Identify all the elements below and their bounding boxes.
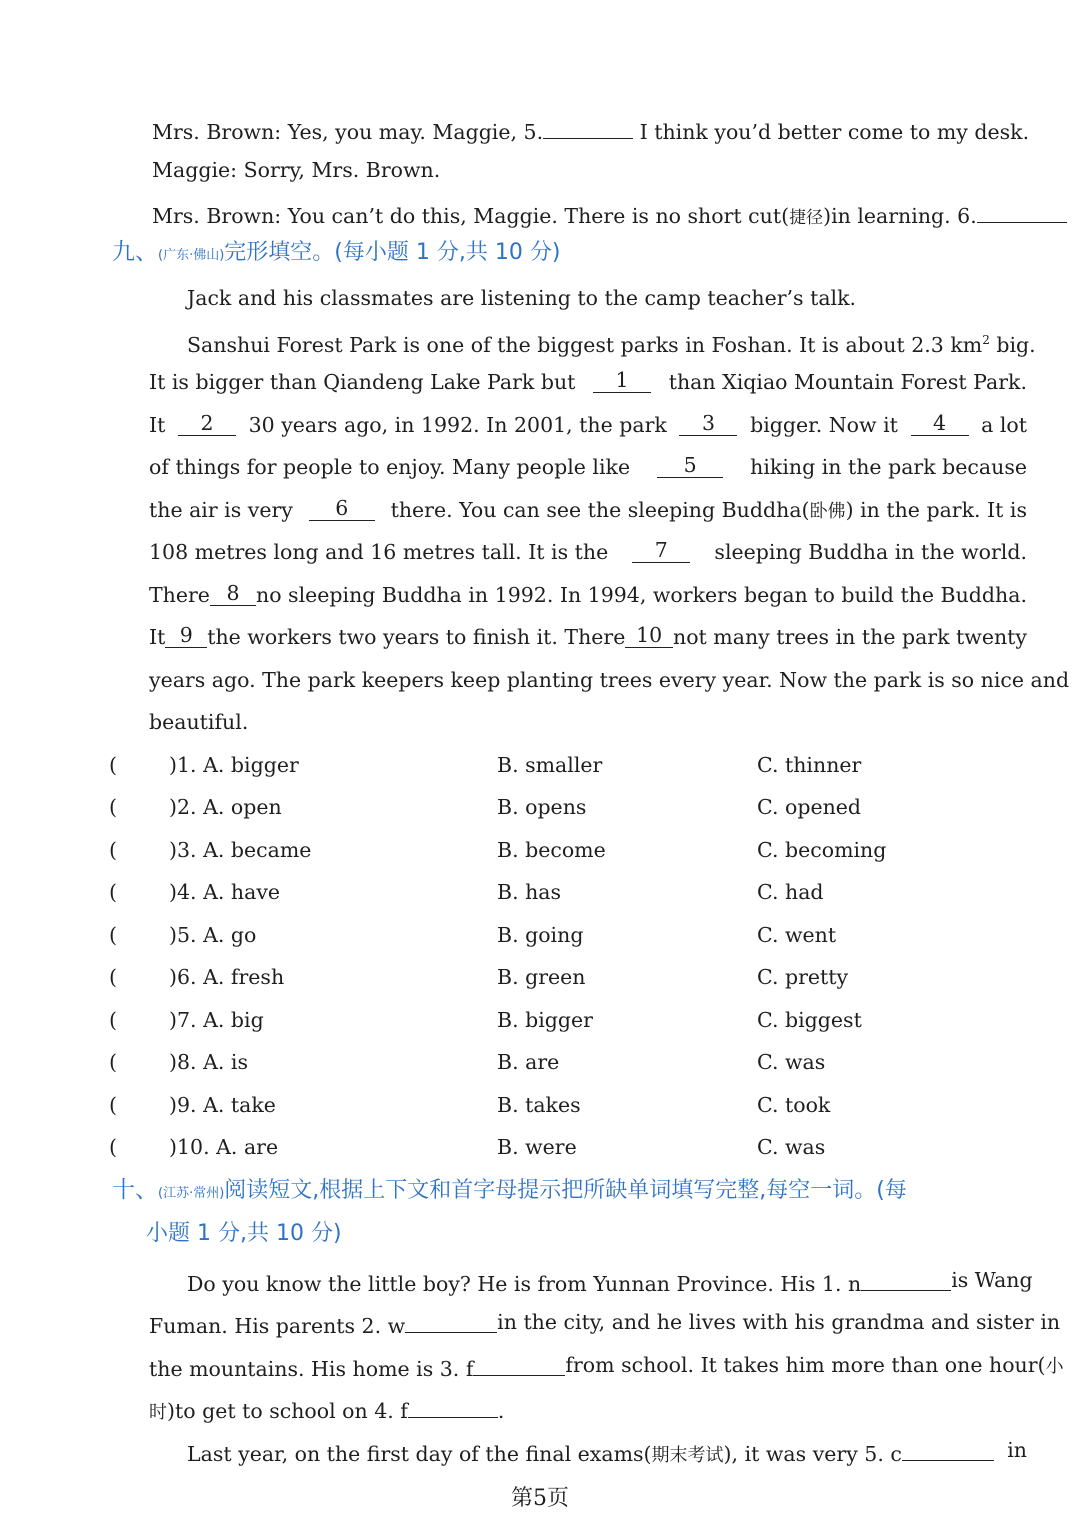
blank-6[interactable]: 6	[309, 496, 375, 521]
reading-text: ), it was very 5. c	[723, 1442, 902, 1466]
passage-text	[187, 326, 1036, 359]
option-b[interactable]: B. bigger	[497, 1008, 593, 1032]
dialogue-text: Mrs. Brown: Yes, you may. Maggie, 5.	[152, 120, 544, 144]
option-c[interactable]: C. becoming	[757, 838, 887, 862]
reading-line-3	[149, 1351, 1064, 1383]
passage-text: big.	[989, 332, 1036, 357]
option-c[interactable]: C. took	[757, 1093, 831, 1117]
passage-text: Sanshui Forest Park is one of the biggest parks in Foshan. It is about 2.3 km	[187, 332, 983, 357]
blank-n[interactable]	[861, 1266, 951, 1291]
blank-f2[interactable]	[408, 1393, 498, 1418]
superscript: 2	[982, 333, 990, 347]
reading-text: Fuman. His parents 2. w	[149, 1314, 406, 1338]
reading-text: the mountains. His home is 3. f	[149, 1357, 474, 1381]
reading-line-2	[149, 1308, 1061, 1340]
answer-bracket[interactable]: (	[109, 880, 117, 904]
section-10-heading	[112, 1176, 907, 1208]
section-title: 阅读短文,根据上下文和首字母提示把所缺单词填写完整,每空一词。(每	[224, 1178, 907, 1203]
passage-text: than Xiqiao Mountain Forest Park.	[668, 370, 1027, 394]
blank-10[interactable]: 10	[625, 623, 673, 648]
chinese-gloss: 捷径	[789, 208, 824, 228]
blank-c[interactable]	[902, 1436, 994, 1461]
option-c[interactable]: C. went	[757, 923, 837, 947]
reading-text	[565, 1351, 1063, 1383]
section-title: 小题 1 分,共 10 分)	[146, 1221, 342, 1246]
reading-text	[187, 1436, 994, 1470]
reading-text	[187, 1266, 951, 1298]
passage-text: bigger. Now it	[750, 413, 898, 437]
option-c[interactable]: C. thinner	[757, 753, 862, 777]
blank-f[interactable]	[473, 1351, 565, 1376]
option-b[interactable]: B. are	[497, 1050, 560, 1074]
dialogue-text: Maggie: Sorry, Mrs. Brown.	[152, 158, 441, 182]
passage-line-4	[149, 453, 1027, 481]
option-a[interactable]: )5. A. go	[169, 923, 257, 947]
passage-text: the workers two years to finish it. There	[207, 625, 626, 649]
blank-5[interactable]: 5	[657, 453, 723, 478]
option-a[interactable]: )7. A. big	[169, 1008, 264, 1032]
section-number: 十、	[112, 1177, 158, 1203]
passage-text: It is bigger than Qiandeng Lake Park but	[149, 370, 576, 394]
dialogue-text: I think you’d better come to my desk.	[633, 120, 1030, 144]
section-number: 九、	[112, 239, 158, 265]
passage-text: There	[149, 583, 210, 607]
passage-line-6	[149, 538, 1027, 566]
passage-text: there. You can see the sleeping Buddha(	[390, 498, 810, 522]
passage-text: It	[149, 413, 166, 437]
section-source: (广东·佛山)	[158, 248, 225, 263]
blank-1[interactable]: 1	[593, 368, 651, 393]
option-a[interactable]: )2. A. open	[169, 795, 282, 819]
option-b[interactable]: B. has	[497, 880, 562, 904]
answer-bracket[interactable]: (	[109, 795, 117, 819]
blank-4[interactable]: 4	[911, 411, 969, 436]
passage-line-7	[149, 581, 1027, 609]
answer-bracket[interactable]: (	[109, 1135, 117, 1159]
blank-2[interactable]: 2	[178, 411, 236, 436]
section-source: (江苏·常州)	[158, 1186, 225, 1201]
reading-text: Do you know the little boy? He is from Yunnan Province. His 1. n	[187, 1272, 862, 1296]
reading-line-1	[187, 1266, 1033, 1298]
option-b[interactable]: B. green	[497, 965, 586, 989]
option-c[interactable]: C. opened	[757, 795, 862, 819]
option-row	[109, 1048, 1029, 1076]
chinese-gloss: 时	[149, 1402, 167, 1423]
dialogue-text: )in learning. 6.	[823, 204, 977, 228]
reading-line-5	[187, 1436, 1027, 1470]
option-row	[109, 1006, 1029, 1034]
answer-bracket[interactable]: (	[109, 923, 117, 947]
passage-line-10	[149, 708, 248, 736]
passage-text: the air is very	[149, 498, 293, 522]
passage-text	[391, 496, 1027, 526]
passage-intro	[187, 284, 856, 312]
option-b[interactable]: B. takes	[497, 1093, 581, 1117]
option-b[interactable]: B. smaller	[497, 753, 603, 777]
blank-7[interactable]: 7	[632, 538, 690, 563]
reading-line-4	[149, 1393, 504, 1427]
passage-line-5	[149, 496, 1027, 526]
section-title: 完形填空。(每小题 1 分,共 10 分)	[224, 240, 561, 265]
chinese-gloss: 小	[1045, 1356, 1064, 1377]
reading-text: .	[497, 1399, 505, 1423]
reading-text: from school. It takes him more than one hour(	[565, 1353, 1046, 1377]
passage-text: It	[149, 625, 166, 649]
option-a[interactable]: )9. A. take	[169, 1093, 276, 1117]
reading-text: )to get to school on 4. f	[167, 1399, 408, 1423]
answer-bracket[interactable]: (	[109, 753, 117, 777]
option-a[interactable]: )10. A. are	[169, 1135, 279, 1159]
passage-text: beautiful.	[149, 710, 249, 734]
answer-bracket[interactable]: (	[109, 1093, 117, 1117]
option-c[interactable]: C. was	[757, 1135, 826, 1159]
reading-text	[149, 1351, 565, 1383]
option-b[interactable]: B. opens	[497, 795, 587, 819]
passage-text: hiking in the park because	[750, 455, 1027, 479]
dialogue-line-1	[152, 114, 1029, 146]
section-10-heading-cont	[146, 1219, 342, 1248]
chinese-gloss: 期末考试	[651, 1445, 724, 1466]
blank-5[interactable]	[543, 114, 633, 139]
reading-text: in	[1007, 1438, 1027, 1462]
option-a[interactable]: )8. A. is	[169, 1050, 248, 1074]
blank-3[interactable]: 3	[679, 411, 737, 436]
page-number: 第5页	[511, 1486, 569, 1511]
option-row	[109, 963, 1029, 991]
section-9-heading	[112, 238, 560, 270]
option-b[interactable]: B. going	[497, 923, 584, 947]
passage-line-3	[149, 411, 1027, 439]
dialogue-line-3	[152, 198, 1067, 232]
passage-text: no sleeping Buddha in 1992. In 1994, workers began to build the Buddha.	[256, 583, 1027, 607]
passage-line-8	[149, 623, 1027, 651]
passage-text: 108 metres long and 16 metres tall. It is the	[149, 540, 609, 564]
blank-9[interactable]: 9	[165, 623, 207, 648]
passage-text: a lot	[981, 413, 1027, 437]
passage-text: sleeping Buddha in the world.	[714, 540, 1027, 564]
blank-6[interactable]	[977, 198, 1067, 223]
option-row	[109, 836, 1029, 864]
option-c[interactable]: C. pretty	[757, 965, 849, 989]
option-a[interactable]: )3. A. became	[169, 838, 312, 862]
option-row	[109, 793, 1029, 821]
dialogue-text: Mrs. Brown: You can’t do this, Maggie. There is no short cut(	[152, 204, 790, 228]
passage-line-1	[187, 326, 1036, 359]
option-a[interactable]: )6. A. fresh	[169, 965, 285, 989]
option-row	[109, 1091, 1029, 1119]
option-c[interactable]: C. had	[757, 880, 824, 904]
passage-text: years ago. The park keepers keep planting trees every year. Now the park is so nice and	[149, 668, 1070, 692]
passage-text: ) in the park. It is	[845, 498, 1027, 522]
option-row	[109, 921, 1029, 949]
option-row	[109, 751, 1029, 779]
passage-line-9	[149, 666, 1070, 694]
reading-text: Last year, on the first day of the final exams(	[187, 1442, 652, 1466]
passage-line-2	[149, 368, 1027, 396]
option-b[interactable]: B. become	[497, 838, 606, 862]
option-row	[109, 1133, 1029, 1161]
option-a[interactable]: )4. A. have	[169, 880, 281, 904]
dialogue-line-2	[152, 156, 440, 184]
answer-bracket[interactable]: (	[109, 1008, 117, 1032]
passage-text: of things for people to enjoy. Many people like	[149, 455, 631, 479]
intro-text: Jack and his classmates are listening to the camp teacher’s talk.	[187, 286, 857, 310]
reading-text	[149, 1308, 497, 1340]
blank-8[interactable]: 8	[210, 581, 256, 606]
answer-bracket[interactable]: (	[109, 1050, 117, 1074]
chinese-gloss: 卧佛	[809, 501, 846, 522]
option-row	[109, 878, 1029, 906]
option-c[interactable]: C. was	[757, 1050, 826, 1074]
passage-text: not many trees in the park twenty	[673, 625, 1027, 649]
passage-text: 30 years ago, in 1992. In 2001, the park	[248, 413, 667, 437]
reading-text: is Wang	[951, 1268, 1033, 1292]
option-a[interactable]: )1. A. bigger	[169, 753, 299, 777]
blank-w[interactable]	[405, 1308, 497, 1333]
answer-bracket[interactable]: (	[109, 965, 117, 989]
reading-text: in the city, and he lives with his grandma and sister in	[497, 1310, 1061, 1334]
answer-bracket[interactable]: (	[109, 838, 117, 862]
option-c[interactable]: C. biggest	[757, 1008, 862, 1032]
option-b[interactable]: B. were	[497, 1135, 577, 1159]
